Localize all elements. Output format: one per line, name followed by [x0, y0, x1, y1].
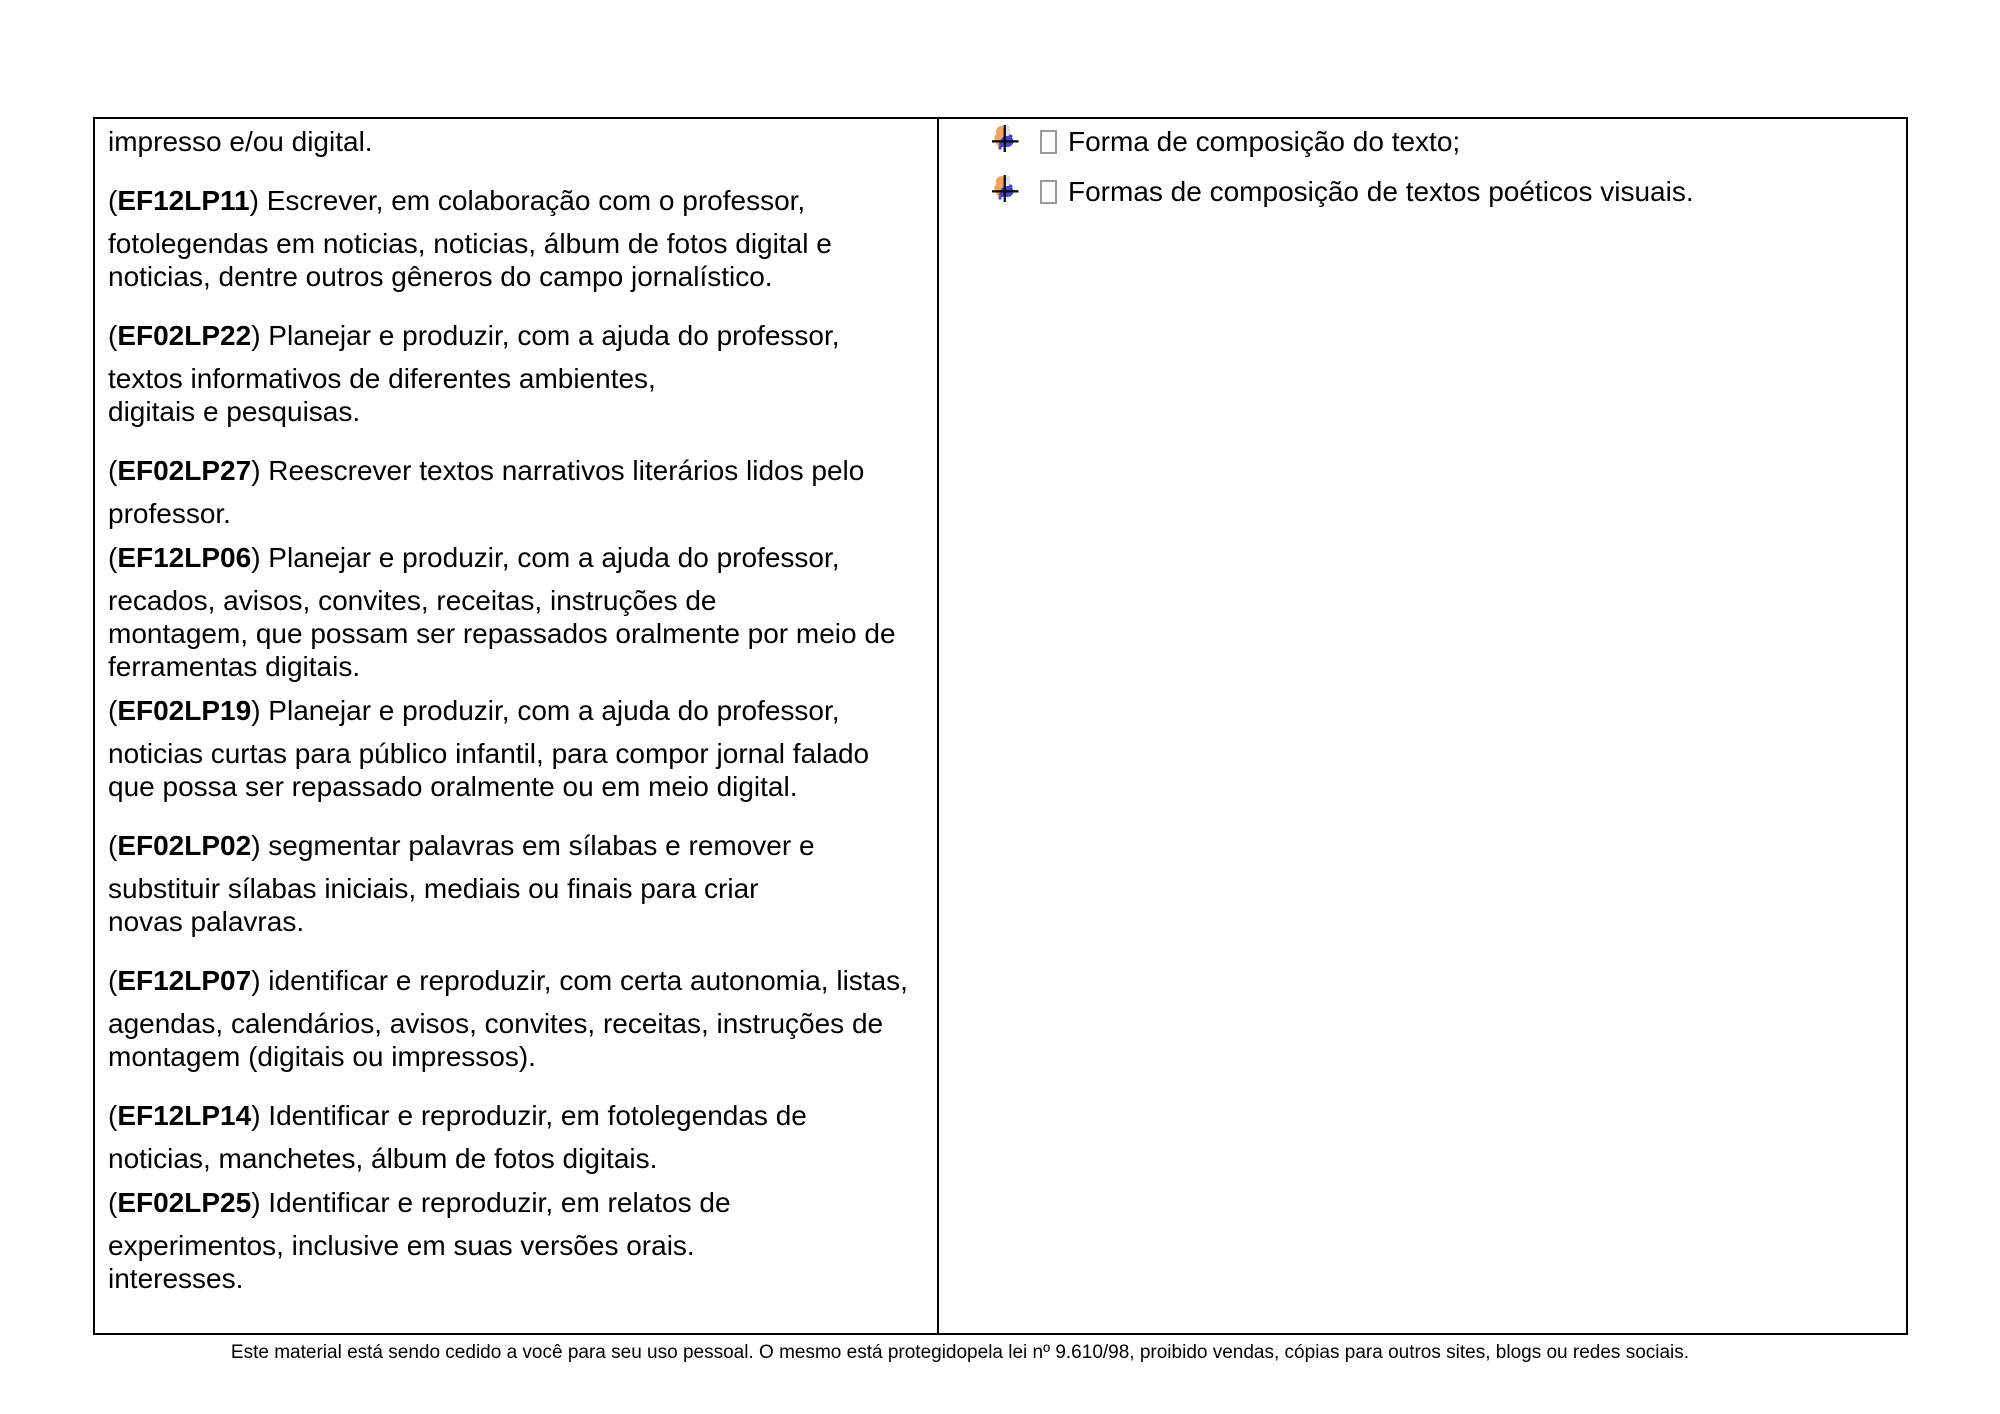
text-line: (EF02LP22) Planejar e produzir, com a ajuda do professor, — [108, 320, 840, 351]
bncc-code: EF02LP02 — [117, 830, 252, 861]
text-line: recados, avisos, convites, receitas, instruções de — [108, 585, 717, 616]
text-line: (EF02LP02) segmentar palavras em sílabas e remover e — [108, 830, 815, 861]
bullet-item-text: Forma de composição do texto; — [1068, 126, 1461, 157]
bncc-code: EF02LP19 — [117, 695, 252, 726]
text-line: experimentos, inclusive em suas versões orais. — [108, 1230, 695, 1261]
text-line: agendas, calendários, avisos, convites, receitas, instruções de — [108, 1008, 884, 1039]
paragraph — [108, 319, 927, 428]
left-column — [95, 119, 939, 1333]
text-line: (EF02LP25) Identificar e reproduzir, em relatos de — [108, 1187, 731, 1218]
paragraph — [108, 541, 927, 683]
text-line: novas palavras. — [108, 906, 305, 937]
bullet-item — [991, 125, 1886, 158]
bullet-item-text: Formas de composição de textos poéticos visuais. — [1068, 176, 1694, 207]
text-line: ferramentas digitais. — [108, 651, 361, 682]
text-line: fotolegendas em noticias, noticias, álbum de fotos digital e — [108, 228, 832, 259]
text-line: noticias, dentre outros gêneros do campo jornalístico. — [108, 261, 773, 292]
paragraph — [108, 125, 927, 158]
missing-glyph-box — [1040, 180, 1057, 204]
text-line: (EF12LP07) identificar e reproduzir, com certa autonomia, listas, — [108, 965, 908, 996]
text-line: substituir sílabas iniciais, mediais ou finais para criar — [108, 873, 759, 904]
text-line: textos informativos de diferentes ambientes, — [108, 363, 656, 394]
right-column — [939, 119, 1906, 1333]
bncc-code: EF12LP07 — [117, 965, 252, 996]
paragraph — [108, 829, 927, 938]
footer-copyright: Este material está sendo cedido a você para seu uso pessoal. O mesmo está protegidopela lei nº 9.610/98, proibido vendas, cópias para outros sites, blogs ou redes sociais. — [230, 1342, 1690, 1363]
text-line: interesses. — [108, 1263, 244, 1294]
paragraph — [108, 964, 927, 1073]
paragraph — [108, 184, 927, 293]
text-line: (EF12LP06) Planejar e produzir, com a ajuda do professor, — [108, 542, 840, 573]
missing-glyph-box — [1040, 130, 1057, 154]
text-line: digitais e pesquisas. — [108, 396, 361, 427]
text-line: montagem (digitais ou impressos). — [108, 1041, 536, 1072]
bncc-code: EF12LP14 — [117, 1100, 252, 1131]
text-line: impresso e/ou digital. — [108, 126, 373, 157]
document-table — [93, 117, 1908, 1335]
bncc-code: EF02LP22 — [117, 320, 252, 351]
paragraph — [108, 694, 927, 803]
text-line: montagem, que possam ser repassados oralmente por meio de — [108, 618, 896, 649]
paragraph — [108, 1099, 927, 1175]
bullet-item — [991, 175, 1886, 208]
bncc-code: EF12LP06 — [117, 542, 252, 573]
bncc-code: EF02LP25 — [117, 1187, 252, 1218]
bncc-code: EF02LP27 — [117, 455, 252, 486]
text-line: professor. — [108, 498, 231, 529]
arrow-bullet-icon — [991, 175, 1019, 202]
text-line: (EF12LP14) Identificar e reproduzir, em fotolegendas de — [108, 1100, 807, 1131]
text-line: noticias, manchetes, álbum de fotos digitais. — [108, 1143, 658, 1174]
text-line: noticias curtas para público infantil, para compor jornal falado — [108, 738, 870, 769]
text-line: (EF02LP27) Reescrever textos narrativos literários lidos pelo — [108, 455, 865, 486]
text-line: (EF02LP19) Planejar e produzir, com a ajuda do professor, — [108, 695, 840, 726]
text-line: (EF12LP11) Escrever, em colaboração com o professor, — [108, 185, 806, 216]
text-line: que possa ser repassado oralmente ou em meio digital. — [108, 771, 798, 802]
paragraph — [108, 454, 927, 530]
arrow-bullet-icon — [991, 125, 1019, 152]
paragraph — [108, 1186, 927, 1295]
bncc-code: EF12LP11 — [117, 185, 250, 216]
